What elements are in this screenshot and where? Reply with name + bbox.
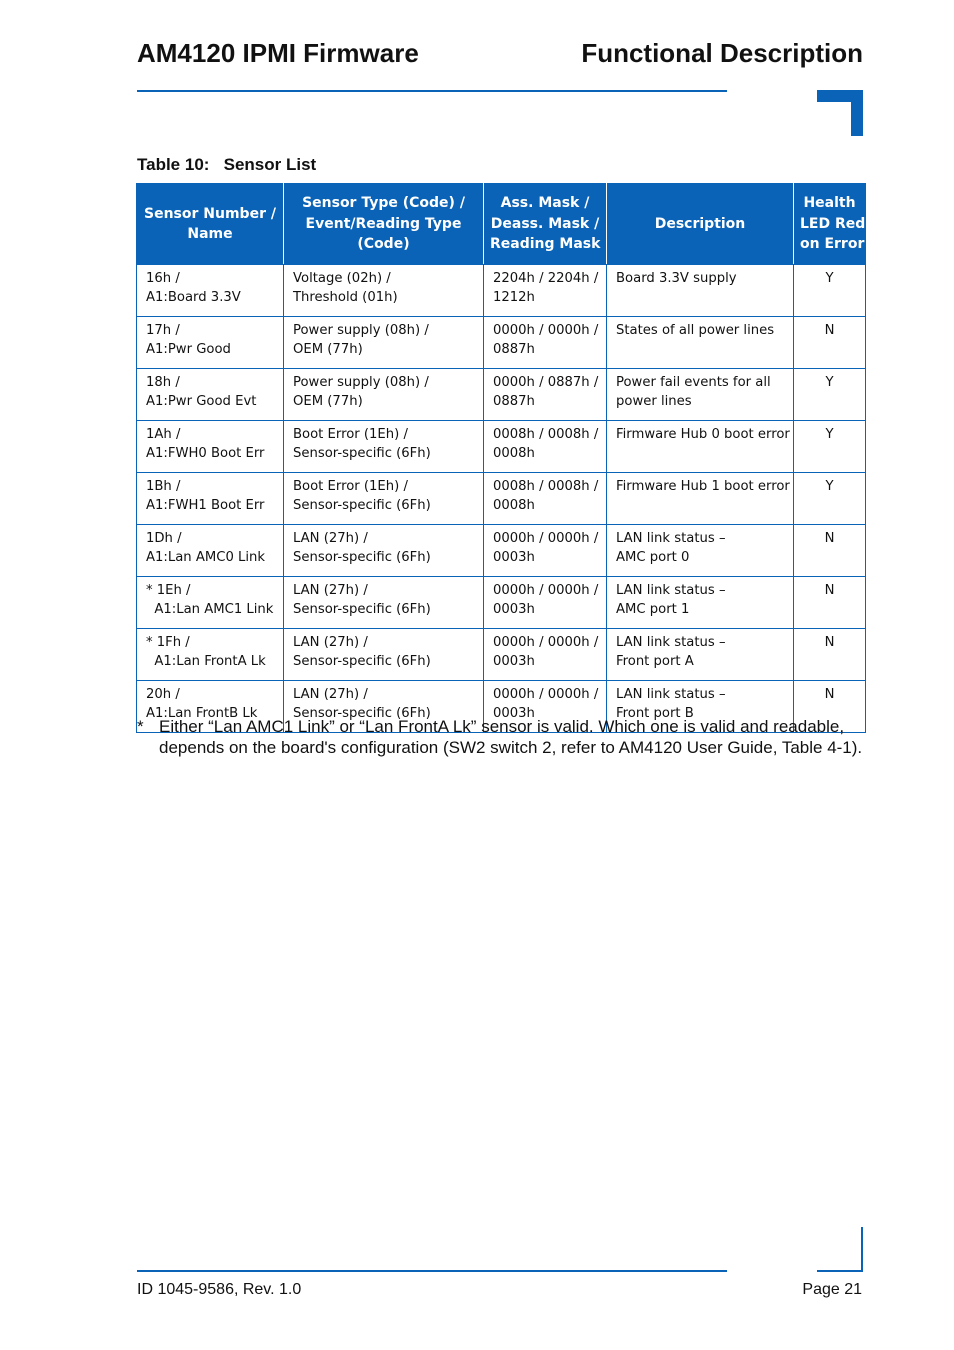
column-header-sensor-number: Sensor Number / Name — [137, 184, 284, 265]
cell-masks: 0000h / 0000h / 0003h — [484, 577, 607, 629]
cell-sensor-name: 1Ah / A1:FWH0 Boot Err — [137, 421, 284, 473]
column-header-health-led: Health LED Red on Error — [794, 184, 866, 265]
cell-health-led: Y — [794, 421, 866, 473]
cell-health-led: N — [794, 525, 866, 577]
table-row — [137, 317, 866, 369]
cell-health-led: N — [794, 629, 866, 681]
table-row — [137, 525, 866, 577]
cell-health-led: N — [794, 317, 866, 369]
table-row — [137, 369, 866, 421]
footer-rule — [137, 1270, 727, 1272]
cell-description: Power fail events for all power lines — [607, 369, 794, 421]
cell-masks: 2204h / 2204h / 1212h — [484, 265, 607, 317]
cell-masks: 0000h / 0000h / 0887h — [484, 317, 607, 369]
header-rule — [137, 90, 727, 92]
column-header-description: Description — [607, 184, 794, 265]
cell-health-led: N — [794, 681, 866, 733]
footnote-marker: * — [137, 717, 144, 736]
cell-masks: 0000h / 0000h / 0003h — [484, 525, 607, 577]
cell-health-led: Y — [794, 369, 866, 421]
cell-sensor-type: Voltage (02h) / Threshold (01h) — [284, 265, 484, 317]
document-title: AM4120 IPMI Firmware — [137, 38, 419, 68]
table-caption: Table 10: Sensor List — [137, 155, 317, 174]
cell-health-led: N — [794, 577, 866, 629]
cell-sensor-name: 20h / A1:Lan FrontB Lk — [137, 681, 284, 733]
cell-description: Board 3.3V supply — [607, 265, 794, 317]
cell-sensor-type: LAN (27h) / Sensor-specific (6Fh) — [284, 681, 484, 733]
document-id: ID 1045-9586, Rev. 1.0 — [137, 1281, 302, 1298]
cell-sensor-name: 18h / A1:Pwr Good Evt — [137, 369, 284, 421]
cell-health-led: Y — [794, 473, 866, 525]
table-row — [137, 265, 866, 317]
cell-description: LAN link status – AMC port 1 — [607, 577, 794, 629]
corner-mark-top — [817, 90, 863, 136]
column-header-sensor-type: Sensor Type (Code) / Event/Reading Type (Code) — [284, 184, 484, 265]
sensor-table — [136, 183, 866, 733]
table-row — [137, 473, 866, 525]
cell-sensor-type: LAN (27h) / Sensor-specific (6Fh) — [284, 577, 484, 629]
cell-masks: 0008h / 0008h / 0008h — [484, 421, 607, 473]
footnote-text: Either “Lan AMC1 Link” or “Lan FrontA Lk” sensor is valid. Which one is valid and readable, depends on the board's configuration (SW2 switch 2, refer to AM4120 User Guide, Table 4-1). — [159, 717, 863, 757]
cell-description: LAN link status – Front port B — [607, 681, 794, 733]
cell-sensor-name: 17h / A1:Pwr Good — [137, 317, 284, 369]
cell-description: Firmware Hub 0 boot error — [607, 421, 794, 473]
cell-description: Firmware Hub 1 boot error — [607, 473, 794, 525]
corner-mark-bottom — [817, 1227, 863, 1272]
cell-sensor-name: 1Bh / A1:FWH1 Boot Err — [137, 473, 284, 525]
cell-sensor-name: 16h / A1:Board 3.3V — [137, 265, 284, 317]
table-row — [137, 421, 866, 473]
cell-sensor-type: LAN (27h) / Sensor-specific (6Fh) — [284, 525, 484, 577]
cell-description: LAN link status – Front port A — [607, 629, 794, 681]
cell-description: States of all power lines — [607, 317, 794, 369]
table-row — [137, 629, 866, 681]
section-title: Functional Description — [581, 38, 863, 68]
table-footnote — [137, 716, 867, 758]
cell-sensor-name: 1Dh / A1:Lan AMC0 Link — [137, 525, 284, 577]
cell-sensor-type: LAN (27h) / Sensor-specific (6Fh) — [284, 629, 484, 681]
cell-sensor-type: Power supply (08h) / OEM (77h) — [284, 317, 484, 369]
cell-description: LAN link status – AMC port 0 — [607, 525, 794, 577]
cell-sensor-type: Power supply (08h) / OEM (77h) — [284, 369, 484, 421]
table-row — [137, 577, 866, 629]
cell-sensor-name: * 1Eh / A1:Lan AMC1 Link — [137, 577, 284, 629]
cell-masks: 0000h / 0000h / 0003h — [484, 629, 607, 681]
cell-masks: 0000h / 0887h / 0887h — [484, 369, 607, 421]
cell-sensor-name: * 1Fh / A1:Lan FrontA Lk — [137, 629, 284, 681]
column-header-masks: Ass. Mask / Deass. Mask / Reading Mask — [484, 184, 607, 265]
page-number: Page 21 — [802, 1281, 862, 1298]
cell-masks: 0000h / 0000h / 0003h — [484, 681, 607, 733]
cell-sensor-type: Boot Error (1Eh) / Sensor-specific (6Fh) — [284, 421, 484, 473]
cell-masks: 0008h / 0008h / 0008h — [484, 473, 607, 525]
cell-sensor-type: Boot Error (1Eh) / Sensor-specific (6Fh) — [284, 473, 484, 525]
cell-health-led: Y — [794, 265, 866, 317]
table-header-row — [137, 184, 866, 265]
